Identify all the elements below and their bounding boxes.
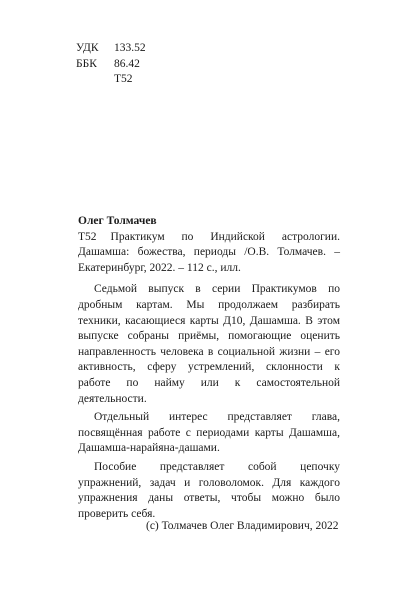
biblio-text: Практикум по Индийской астрологии. Дашамша: божества, периоды /О.В. Толмачев. – Екатеринбург, 2022. – 112 с., илл.: [78, 230, 340, 274]
bbk-value: 86.42: [114, 57, 140, 70]
copyright-notice: (с) Толмачев Олег Владимирович, 2022: [146, 520, 339, 532]
classification-block: [76, 41, 146, 88]
imprint-text-block: [78, 214, 340, 525]
annotation-paragraph: Седьмой выпуск в серии Практикумов по дробным картам. Мы продолжаем разбирать техники, касающиеся карты Д10, Дашамша. В этом выпуске собраны приёмы, помогающие оценить направленность человека в социальной жизни – его активность, сферу устремлений, склонности к работе по найму или к самостоятельной деятельности.: [78, 283, 340, 405]
author-name: Олег Толмачев: [78, 215, 157, 227]
bbk-label: ББК: [76, 57, 97, 70]
author-code: Т52: [114, 73, 133, 85]
bbk-row: [76, 57, 146, 73]
author-code-row: [76, 72, 146, 88]
udc-value: 133.52: [114, 42, 146, 54]
udc-label: УДК: [76, 42, 99, 54]
bibliographic-description: [78, 230, 340, 277]
annotation-paragraph: Пособие представляет собой цепочку упражнений, задач и головоломок. Для каждого упражнения даны ответы, чтобы можно было проверить себя.: [78, 460, 340, 520]
udc-row: [76, 41, 146, 57]
biblio-code: Т52: [78, 230, 97, 243]
annotation-paragraph: Отдельный интерес представляет глава, посвящённая работе с периодами карты Дашамша, Дашамша-нарайяна-дашами.: [78, 411, 340, 455]
